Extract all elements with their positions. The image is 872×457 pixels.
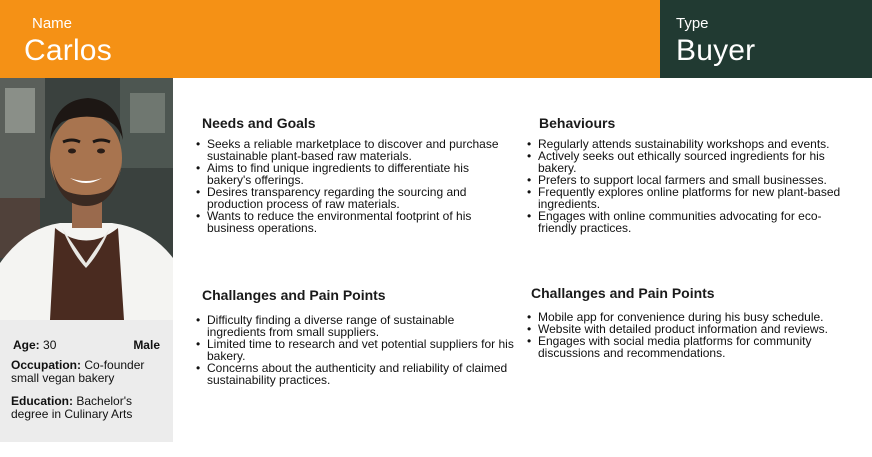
list-item: • Engages with social media platforms for community discussions and recommendations. xyxy=(527,335,847,359)
name-label: Name xyxy=(32,15,73,32)
challenges-section-right xyxy=(527,285,847,359)
behaviours-section xyxy=(527,115,847,234)
list-item: • Aims to find unique ingredients to differentiate his bakery's offerings. xyxy=(196,162,516,186)
list-item: • Regularly attends sustainability workshops and events. xyxy=(527,138,847,150)
persona-illustration xyxy=(0,78,173,320)
list-item: • Desires transparency regarding the sourcing and production process of raw materials. xyxy=(196,186,516,210)
age-value: 30 xyxy=(43,338,57,352)
type-label: Type xyxy=(676,15,709,32)
age-label: Age: xyxy=(13,338,40,352)
behaviours-list xyxy=(527,138,847,234)
challenges-title: Challanges and Pain Points xyxy=(202,287,386,303)
list-item: • Difficulty finding a diverse range of sustainable ingredients from small suppliers. xyxy=(196,314,516,338)
behaviours-title: Behaviours xyxy=(539,115,616,131)
list-item: • Actively seeks out ethically sourced ingredients for his bakery. xyxy=(527,150,847,174)
list-item: • Seeks a reliable marketplace to discover and purchase sustainable plant-based raw materials. xyxy=(196,138,516,162)
gender-value: Male xyxy=(133,338,160,352)
list-item: • Concerns about the authenticity and reliability of claimed sustainability practices. xyxy=(196,362,516,386)
list-item: • Mobile app for convenience during his busy schedule. xyxy=(527,311,847,323)
occupation xyxy=(11,359,166,385)
challenges-list xyxy=(527,311,847,359)
education-label: Education: xyxy=(11,394,73,408)
needs-goals-list xyxy=(196,138,516,234)
type-value: Buyer xyxy=(676,34,756,67)
list-item: • Prefers to support local farmers and small businesses. xyxy=(527,174,847,186)
list-item: • Wants to reduce the environmental footprint of his business operations. xyxy=(196,210,516,234)
persona-info-panel xyxy=(0,320,173,442)
challenges-title: Challanges and Pain Points xyxy=(531,285,715,301)
list-item: • Limited time to research and vet potential suppliers for his bakery. xyxy=(196,338,516,362)
list-item: • Engages with online communities advocating for eco-friendly practices. xyxy=(527,210,847,234)
needs-goals-title: Needs and Goals xyxy=(202,115,316,131)
challenges-section-left xyxy=(196,287,516,386)
persona-photo xyxy=(0,78,173,320)
list-item: • Website with detailed product information and reviews. xyxy=(527,323,847,335)
list-item: • Frequently explores online platforms for new plant-based ingredients. xyxy=(527,186,847,210)
education-value: Bachelor's degree in Culinary Arts xyxy=(11,394,133,421)
age-row xyxy=(13,339,160,352)
name-header xyxy=(0,0,660,78)
needs-goals-section xyxy=(196,115,516,234)
name-value: Carlos xyxy=(24,34,112,67)
type-header xyxy=(660,0,872,78)
occupation-label: Occupation: xyxy=(11,358,82,372)
education xyxy=(11,395,161,421)
challenges-list xyxy=(196,314,516,386)
occupation-value: Co-founder small vegan bakery xyxy=(11,358,145,385)
